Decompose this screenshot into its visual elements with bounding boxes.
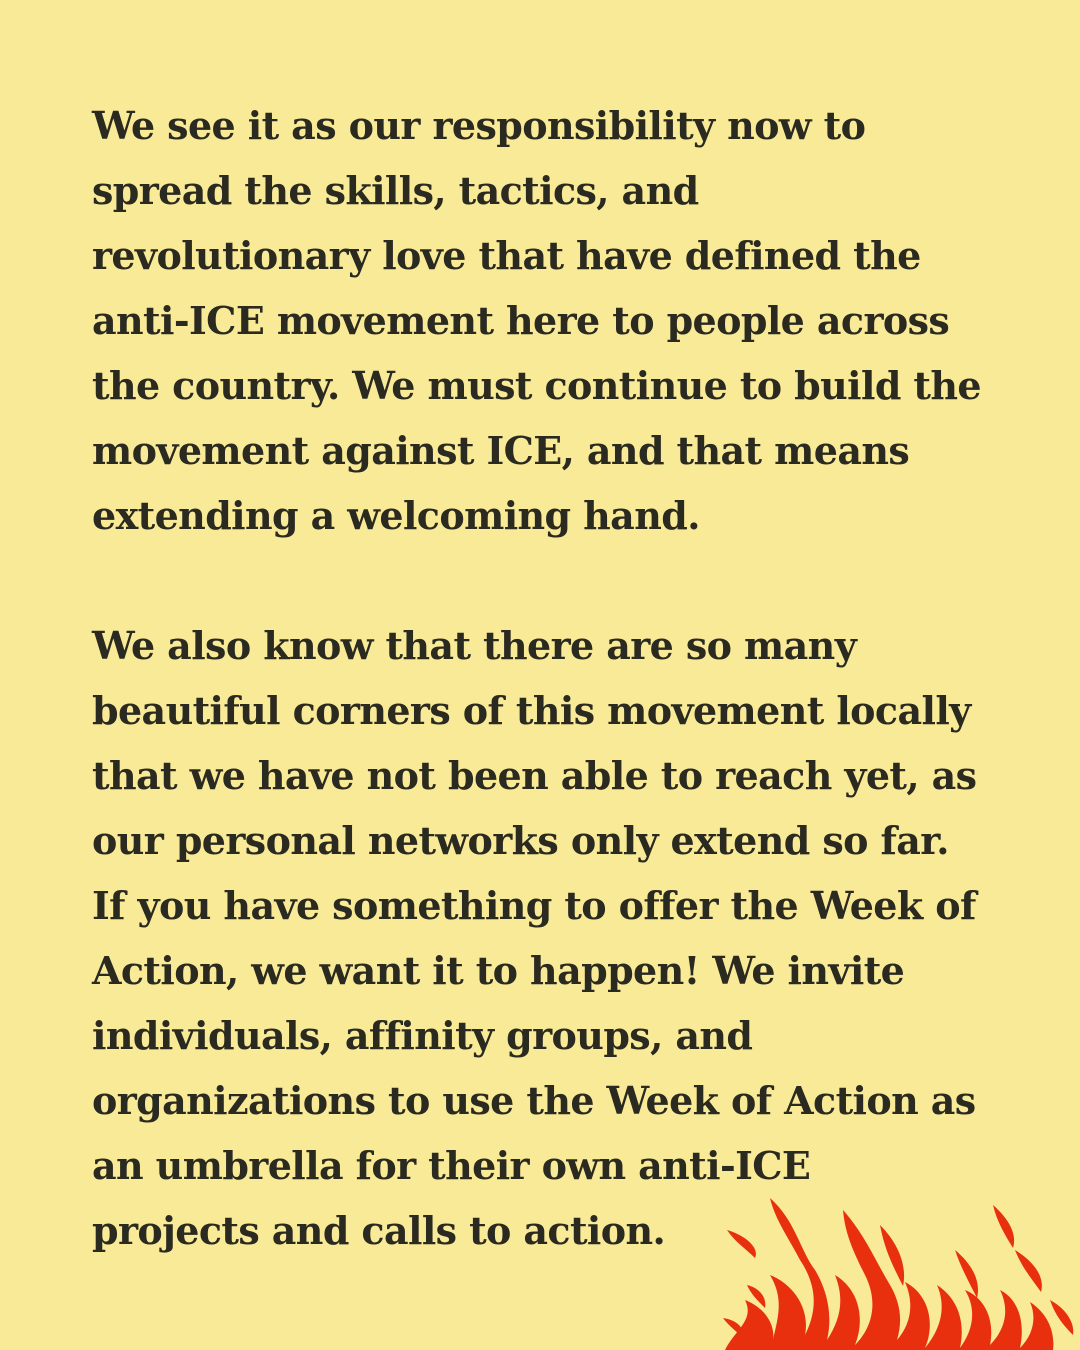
- paragraph-gap: [92, 548, 992, 613]
- text-line: our personal networks only extend so far.: [92, 818, 949, 863]
- text-line: We see it as our responsibility now to: [92, 103, 866, 148]
- paragraph-1: [92, 93, 992, 548]
- text-line: If you have something to offer the Week of: [92, 883, 976, 928]
- text-line: that we have not been able to reach yet, as: [92, 753, 977, 798]
- text-line: projects and calls to action.: [92, 1208, 666, 1253]
- paragraph-2: [92, 613, 992, 1263]
- text-line: Action, we want it to happen! We invite: [92, 948, 905, 993]
- text-line: movement against ICE, and that means: [92, 428, 910, 473]
- text-line: an umbrella for their own anti-ICE: [92, 1143, 811, 1188]
- text-line: individuals, affinity groups, and: [92, 1013, 753, 1058]
- text-line: We also know that there are so many: [92, 623, 857, 668]
- text-line: anti-ICE movement here to people across: [92, 298, 950, 343]
- flames-icon: [715, 1190, 1080, 1350]
- text-line: revolutionary love that have defined the: [92, 233, 921, 278]
- text-line: extending a welcoming hand.: [92, 493, 700, 538]
- text-line: beautiful corners of this movement locally: [92, 688, 971, 733]
- text-line: spread the skills, tactics, and: [92, 168, 699, 213]
- text-line: organizations to use the Week of Action as: [92, 1078, 976, 1123]
- body-text: [92, 93, 992, 1263]
- text-line: the country. We must continue to build the: [92, 363, 981, 408]
